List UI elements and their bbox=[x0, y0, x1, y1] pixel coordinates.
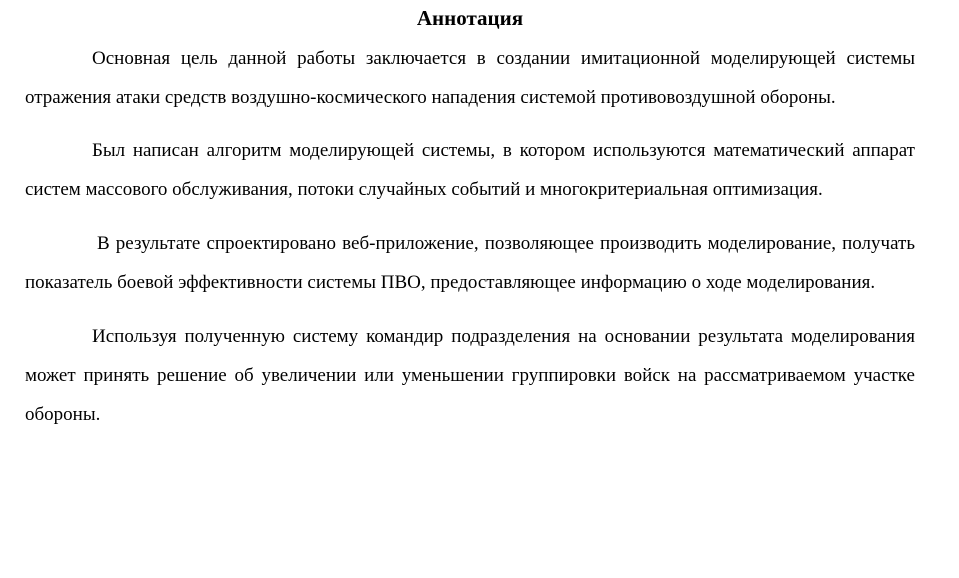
paragraph-result: В результате спроектировано веб-приложение, позволяющее производить моделирование, получать показатель боевой эффективности системы ПВО, предоставляющее информацию о ходе моделирования. bbox=[25, 233, 915, 293]
paragraph-usage: Используя полученную систему командир подразделения на основании результата моделирования может принять решение об увеличении или уменьшении группировки войск на рассматриваемом участке обороны. bbox=[25, 326, 915, 425]
paragraph-goal: Основная цель данной работы заключается в создании имитационной моделирующей системы отражения атаки средств воздушно-космического нападения системой противовоздушной обороны. bbox=[25, 48, 915, 108]
document-page bbox=[25, 0, 915, 434]
paragraph-algorithm: Был написан алгоритм моделирующей системы, в котором используются математический аппарат систем массового обслуживания, потоки случайных событий и многокритериальная оптимизация. bbox=[25, 140, 915, 200]
document-title: Аннотация bbox=[416, 6, 524, 30]
